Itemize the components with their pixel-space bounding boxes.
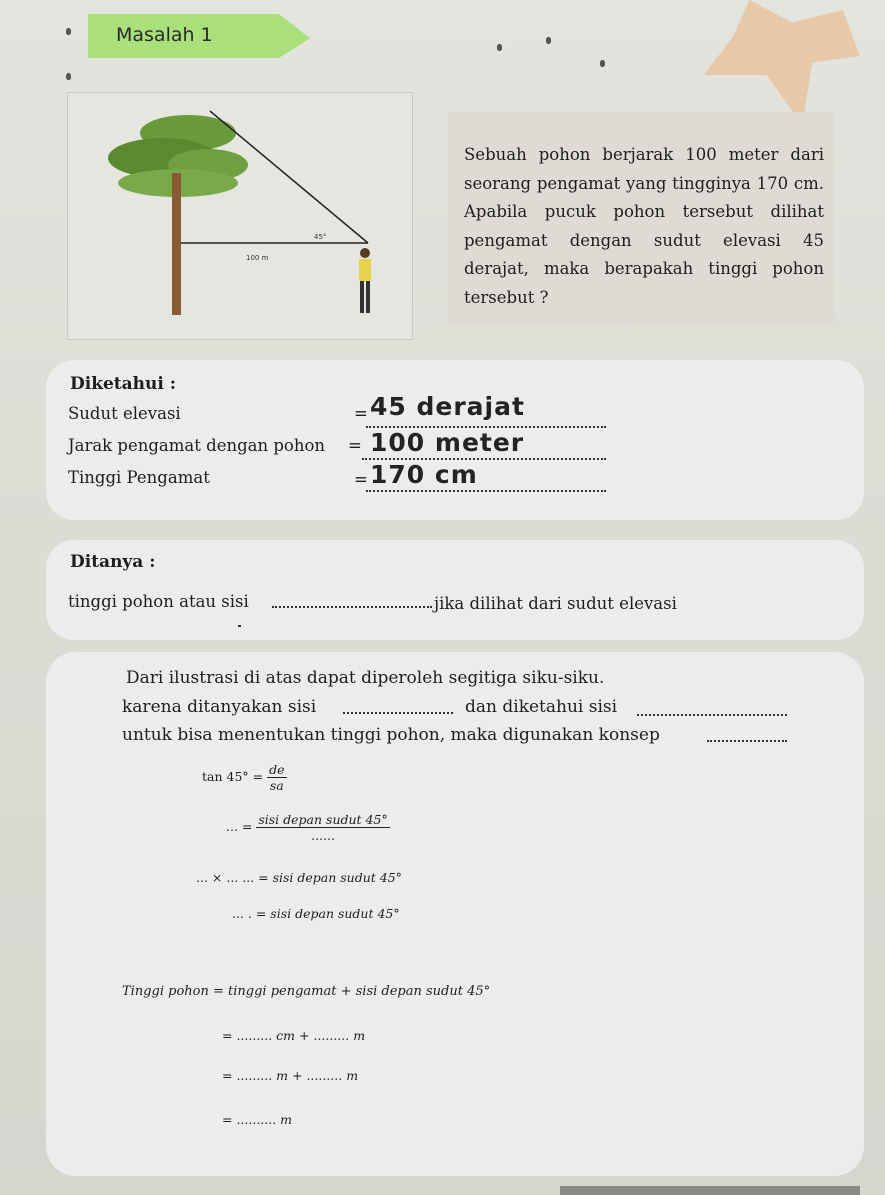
equation-ratio [226,812,390,843]
solution-line-2a: karena ditanyakan sisi [122,697,317,717]
distance-label: 100 m [246,254,269,262]
page-title: Masalah 1 [116,24,213,46]
answer-line [366,490,606,492]
known-label-distance: Jarak pengamat dengan pohon [68,436,326,455]
fraction-numerator: sisi depan sudut 45° [258,812,388,827]
ditanya-panel [46,540,864,640]
observer-leg [366,281,370,313]
answer-blank[interactable] [272,606,432,608]
solution-line-1: Dari ilustrasi di atas dapat diperoleh segitiga siku-siku. [126,668,605,688]
known-label-elevation: Sudut elevasi [68,404,181,423]
known-separator: = [354,404,368,423]
decorative-dot [546,37,551,44]
problem-statement: Sebuah pohon berjarak 100 meter dari seorang pengamat yang tingginya 170 cm. Apabila pucuk pohon tersebut dilihat pengamat dengan sudut elevasi 45 derajat, maka berapakah tinggi pohon tersebut ? [464,145,824,307]
tree-trunk [172,173,181,315]
decorative-dot [66,28,71,35]
solution-line-3: untuk bisa menentukan tinggi pohon, maka digunakan konsep [122,725,660,745]
known-label-height: Tinggi Pengamat [68,468,210,487]
decorative-star [690,0,860,125]
equation-step-3: = .......... m [222,1112,293,1127]
answer-blank[interactable] [637,714,787,716]
ditanya-text-start: tinggi pohon atau sisi [68,592,249,611]
ditanya-text-end: jika dilihat dari sudut elevasi [434,594,677,613]
known-answer-height[interactable]: 170 cm [370,460,478,489]
observer-leg [360,281,364,313]
fraction-denominator: sa [269,778,284,793]
known-separator: = [354,470,368,489]
equation-step-2: = ......... m + ......... m [222,1068,359,1083]
tree-observer-illustration [67,92,413,340]
equation-multiply: ... × ... ... = sisi depan sudut 45° [196,870,402,885]
illustration-svg [68,93,414,341]
observer-head [360,248,370,258]
equation-result: ... . = sisi depan sudut 45° [232,906,400,921]
decorative-dot [66,73,71,80]
fraction [267,762,286,793]
solution-line-2b: dan diketahui sisi [465,697,618,717]
equation-tan [202,762,287,793]
answer-blank[interactable] [343,712,453,714]
decorative-dot [600,60,605,67]
decorative-dot [497,44,502,51]
fraction-denominator: ...... [311,828,335,843]
answer-blank[interactable] [707,740,787,742]
observer-body [359,259,371,281]
fraction [256,812,389,843]
page-edge-shadow [560,1186,860,1195]
decorative-dot [238,625,241,627]
angle-label: 45° [314,233,327,241]
fraction-numerator: de [269,762,285,777]
known-answer-elevation[interactable]: 45 derajat [370,392,525,421]
equation-step-1: = ......... cm + ......... m [222,1028,366,1043]
equation-tan-lhs: tan 45° = [202,769,264,784]
known-answer-distance[interactable]: 100 meter [370,428,525,457]
ditanya-heading: Ditanya : [70,552,156,572]
known-separator: = [348,436,362,455]
equation-tree-height: Tinggi pohon = tinggi pengamat + sisi depan sudut 45° [122,984,491,999]
diketahui-heading: Diketahui : [70,374,177,394]
equation-ratio-lhs: ... = [226,819,253,834]
